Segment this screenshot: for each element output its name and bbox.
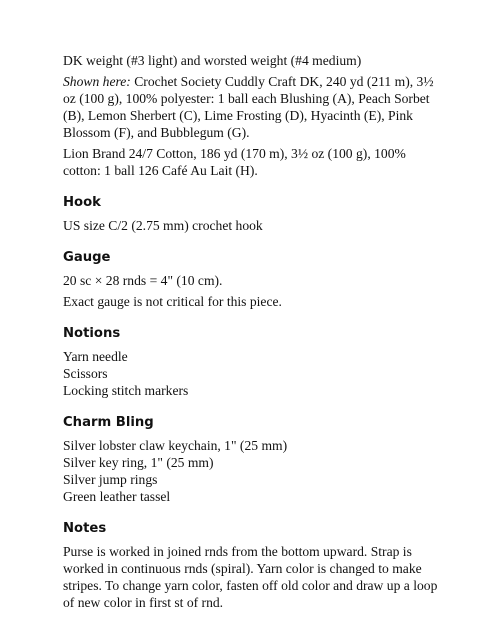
- notion-item: Locking stitch markers: [63, 383, 189, 398]
- gauge-line-2: Exact gauge is not critical for this piece.: [63, 294, 282, 309]
- charm-bling-heading: Charm Bling: [63, 415, 154, 430]
- hook-heading: Hook: [63, 195, 101, 210]
- charm-item: Silver jump rings: [63, 472, 158, 487]
- notes-heading: Notes: [63, 521, 107, 536]
- gauge-heading: Gauge: [63, 250, 111, 265]
- notion-item: Yarn needle: [63, 349, 128, 364]
- shown-here-text: Crochet Society Cuddly Craft DK, 240 yd (211 m), 3½ oz (100 g), 100% polyester: 1 ball each Blushing (A), Peach Sorbet (B), Lemon Sherbert (C), Lime Frosting (D), Hyacinth (E), Pink Blossom (F), and Bubblegum (G).: [63, 74, 434, 140]
- charm-item: Silver key ring, 1" (25 mm): [63, 455, 214, 470]
- gauge-line-1: 20 sc × 28 rnds = 4" (10 cm).: [63, 273, 223, 288]
- notion-item: Scissors: [63, 366, 108, 381]
- charm-item: Green leather tassel: [63, 489, 171, 504]
- pattern-materials-page: [63, 52, 445, 611]
- shown-here-paragraph: [63, 73, 445, 141]
- second-yarn-paragraph: Lion Brand 24/7 Cotton, 186 yd (170 m), 3½ oz (100 g), 100% cotton: 1 ball 126 Café Au Lait (H).: [63, 146, 406, 178]
- hook-text: US size C/2 (2.75 mm) crochet hook: [63, 218, 263, 233]
- shown-here-label: Shown here:: [63, 74, 131, 89]
- yarn-weights: DK weight (#3 light) and worsted weight (#4 medium): [63, 53, 362, 68]
- charm-item: Silver lobster claw keychain, 1" (25 mm): [63, 438, 288, 453]
- notions-heading: Notions: [63, 326, 121, 341]
- notes-text: Purse is worked in joined rnds from the bottom upward. Strap is worked in continuous rnds (spiral). Yarn color is changed to make stripes. To change yarn color, fasten off old color and draw up a loop of new color in first st of rnd.: [63, 544, 438, 610]
